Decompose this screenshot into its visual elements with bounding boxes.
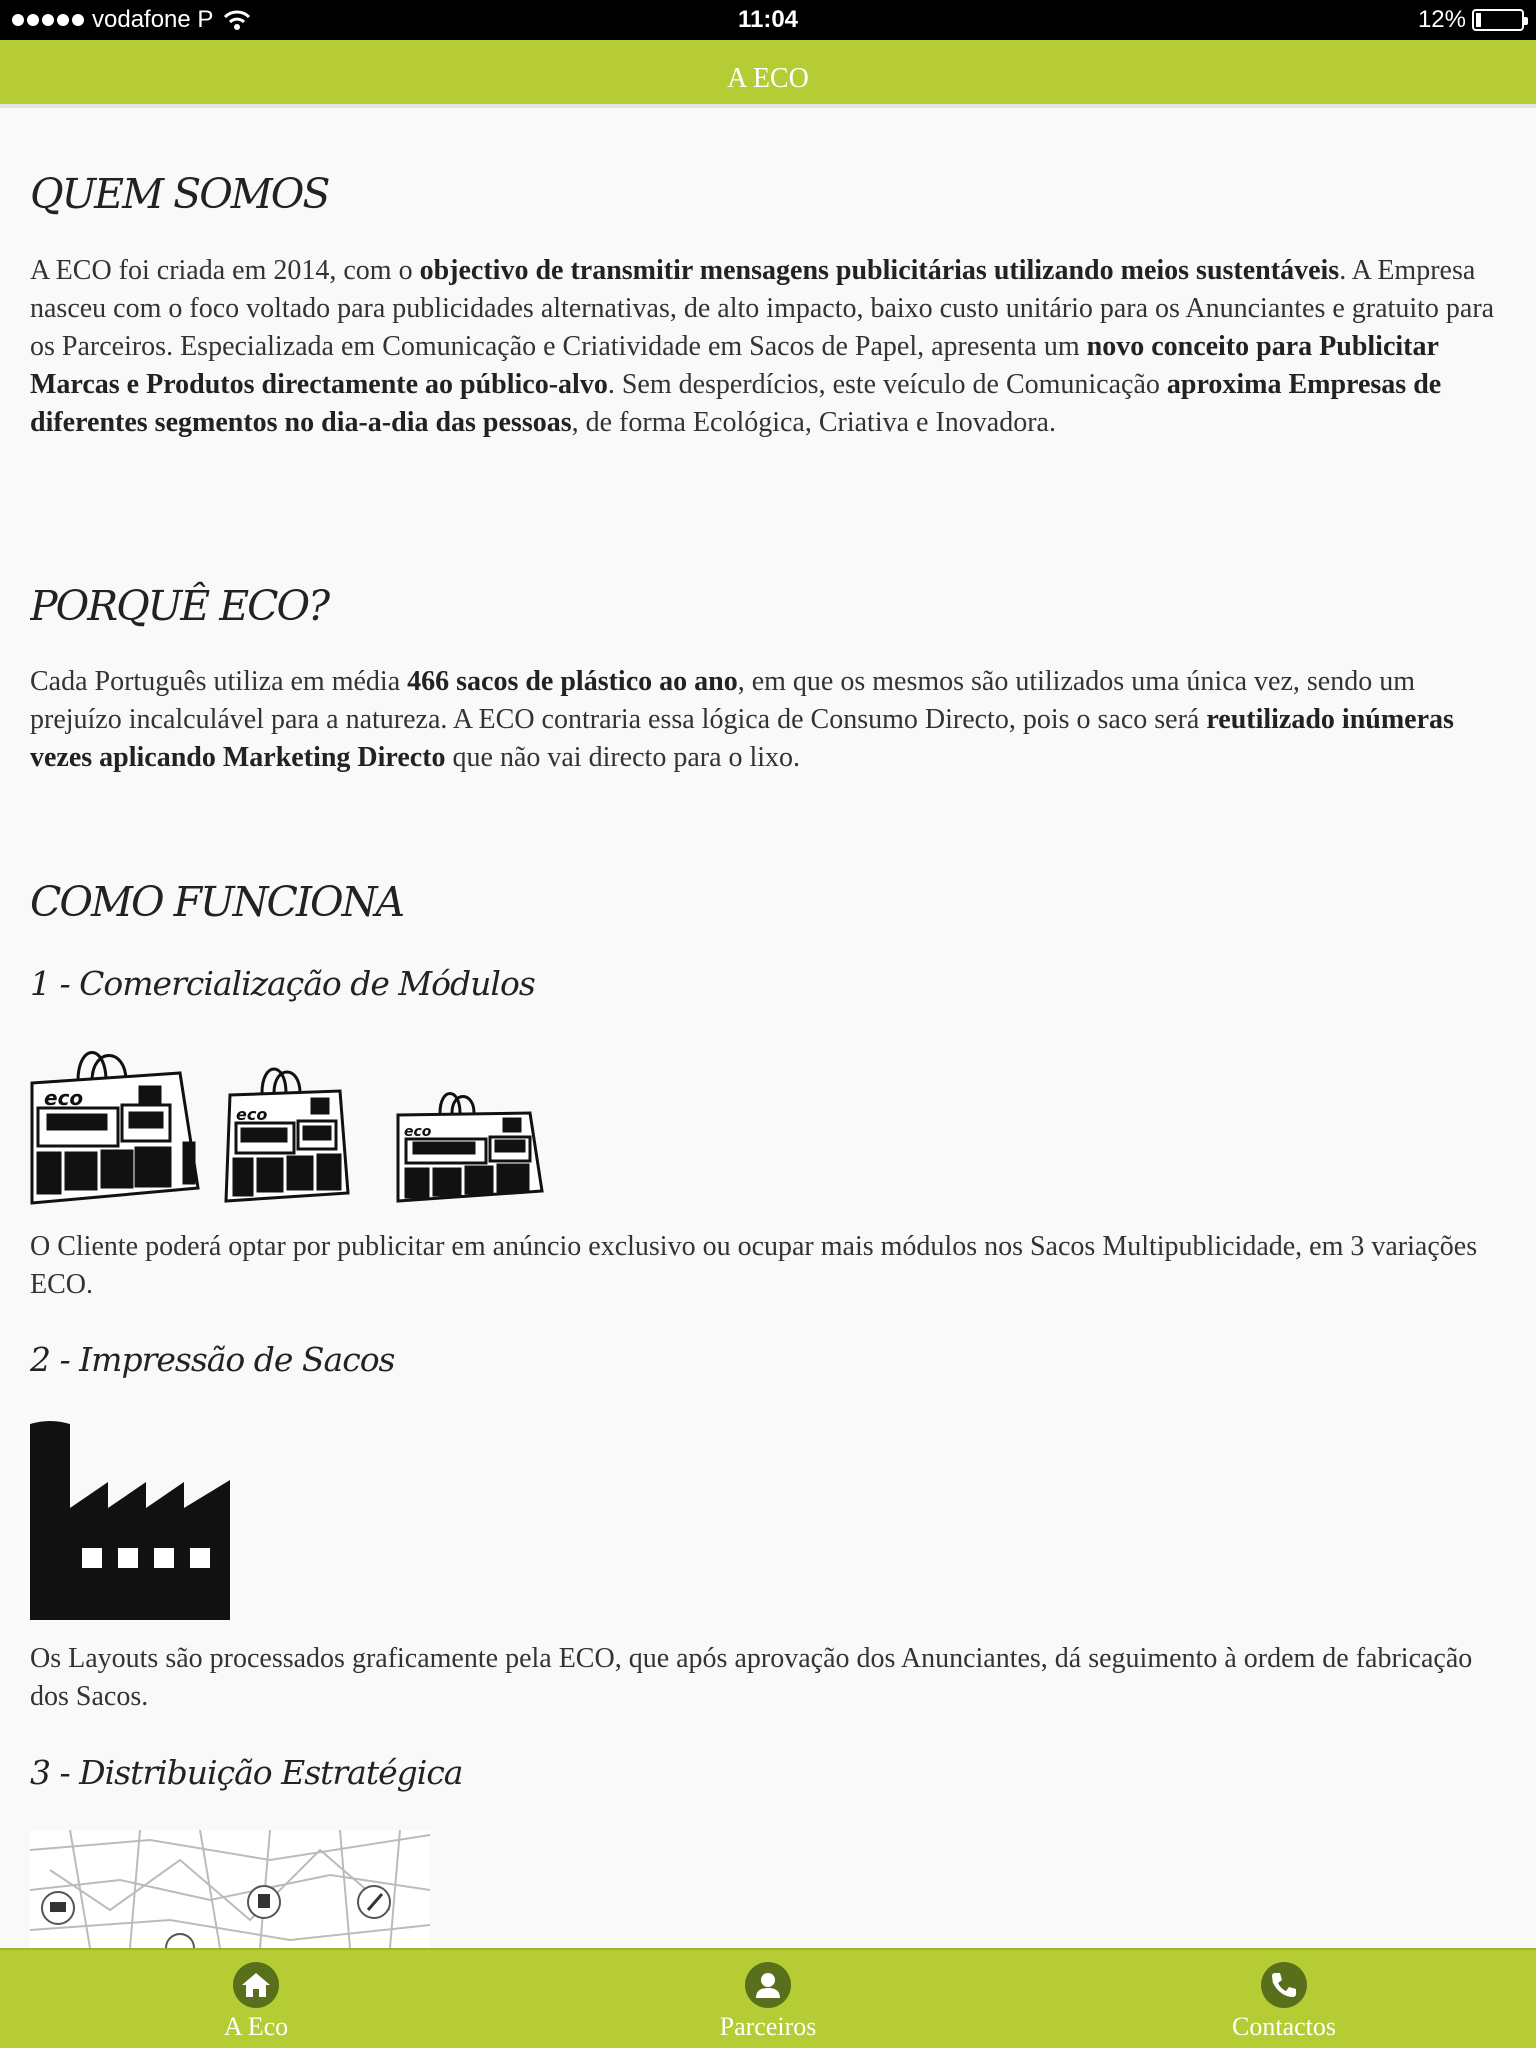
paragraph-porque-eco: Cada Português utiliza em média 466 sacos de plástico ao ano, em que os mesmos são utilizados uma única vez, sendo um prejuízo incalculável para a natureza. A ECO contraria essa lógica de Consumo Directo, pois o saco será reutilizado inúmeras vezes aplicando Marketing Directo que não vai directo para o lixo. <box>30 666 1454 773</box>
bag-small <box>398 1094 542 1202</box>
step-1-title: 1 - Comercialização de Módulos <box>30 964 535 1003</box>
page-title: A ECO <box>727 63 809 94</box>
factory-icon <box>30 1418 230 1620</box>
step-2-title: 2 - Impressão de Sacos <box>30 1340 395 1379</box>
phone-icon <box>1261 1962 1307 2008</box>
home-icon <box>233 1962 279 2008</box>
tab-contactos[interactable] <box>1134 1962 1434 2042</box>
battery-icon <box>1472 9 1524 31</box>
status-time: 11:04 <box>737 6 799 33</box>
tab-a-eco[interactable] <box>106 1962 406 2042</box>
battery-level <box>1476 13 1481 27</box>
carrier-label: vodafone P <box>92 6 214 33</box>
status-bar <box>0 0 1536 40</box>
main-content[interactable] <box>30 108 1506 1948</box>
tab-label: Contactos <box>1232 2012 1336 2041</box>
bag-logo-medium: eco <box>236 1105 268 1124</box>
person-icon <box>745 1962 791 2008</box>
section-title-como-funciona: COMO FUNCIONA <box>30 878 404 926</box>
tab-parceiros[interactable] <box>618 1962 918 2042</box>
step-1-text: O Cliente poderá optar por publicitar em anúncio exclusivo ou ocupar mais módulos nos Sacos Multipublicidade, em 3 variações ECO. <box>30 1231 1478 1300</box>
bag-logo-small: eco <box>404 1124 432 1140</box>
tab-label: A Eco <box>223 2012 289 2041</box>
map-illustration <box>30 1830 430 1948</box>
bottom-tab-bar <box>0 1948 1536 2048</box>
bags-illustration <box>30 1043 550 1218</box>
bag-medium <box>226 1069 348 1201</box>
bag-logo-large: eco <box>44 1086 84 1110</box>
section-title-porque-eco: PORQUÊ ECO? <box>30 582 329 630</box>
page-header <box>0 40 1536 108</box>
bag-large <box>32 1053 198 1204</box>
status-right <box>1418 6 1524 34</box>
step-2-text: Os Layouts são processados graficamente pela ECO, que após aprovação dos Anunciantes, dá seguimento à ordem de fabricação dos Sacos. <box>30 1643 1473 1712</box>
paragraph-quem-somos: A ECO foi criada em 2014, com o objectivo de transmitir mensagens publicitárias utilizando meios sustentáveis. A Empresa nasceu com o foco voltado para publicidades alternativas, de alto impacto, baixo custo unitário para os Anunciantes e gratuito para os Parceiros. Especializada em Comunicação e Criatividade em Sacos de Papel, apresenta um novo conceito para Publicitar Marcas e Produtos directamente ao público-alvo. Sem desperdícios, este veículo de Comunicação aproxima Empresas de diferentes segmentos no dia-a-dia das pessoas, de forma Ecológica, Criativa e Inovadora. <box>30 255 1495 438</box>
section-title-quem-somos: QUEM SOMOS <box>30 170 329 218</box>
tab-label: Parceiros <box>719 2012 817 2041</box>
battery-percent: 12% <box>1417 6 1466 33</box>
step-3-title: 3 - Distribuição Estratégica <box>30 1753 463 1792</box>
